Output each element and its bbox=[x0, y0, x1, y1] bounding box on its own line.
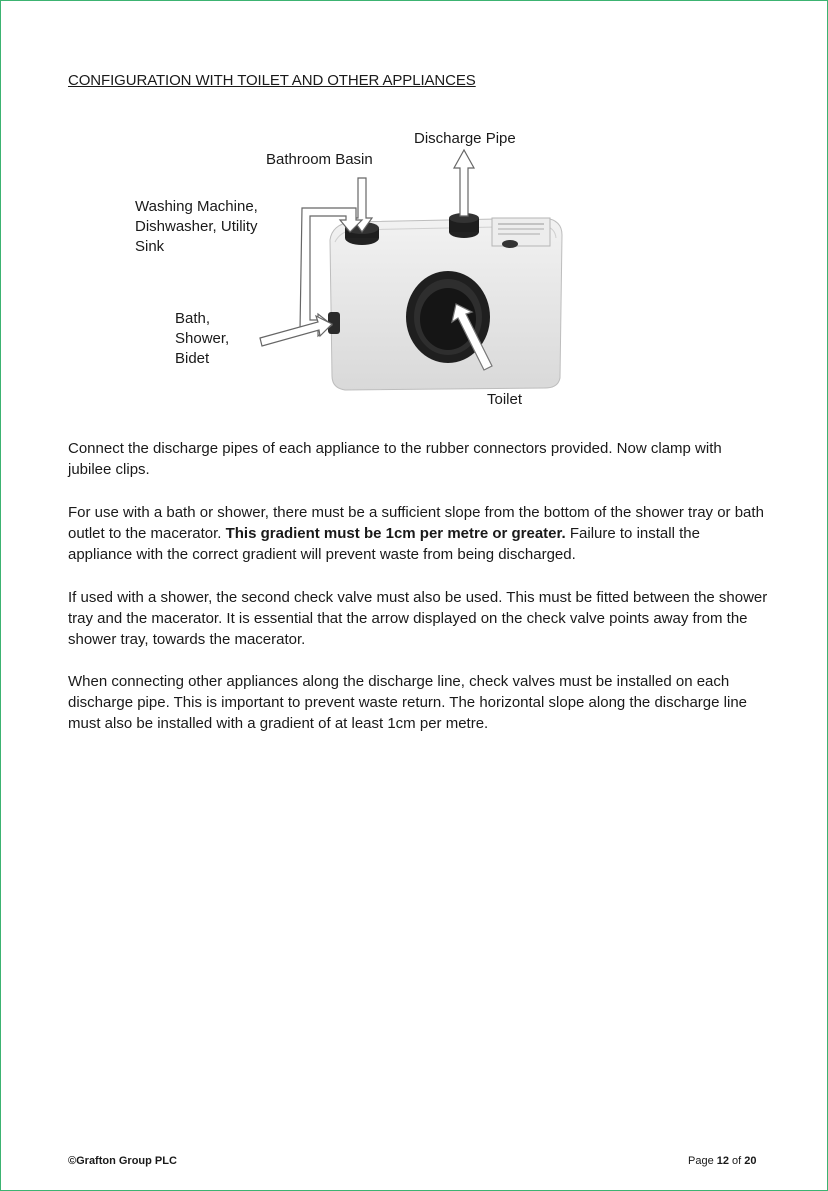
page-total: 20 bbox=[744, 1155, 757, 1167]
washing-machine-label: Washing Machine, Dishwasher, Utility Sink bbox=[135, 198, 258, 255]
bath-shower-bidet-label: Bath, Shower, Bidet bbox=[175, 310, 230, 367]
bathroom-basin-label: Bathroom Basin bbox=[266, 151, 373, 168]
paragraph-gradient-text-a: For use with a bath or shower, there must be a sufficient slope from the bottom of the shower tray or bath outlet to the macerator. bbox=[68, 504, 764, 542]
page-of: of bbox=[729, 1155, 745, 1167]
footer-page-number bbox=[688, 1155, 757, 1167]
paragraph-connect: Connect the discharge pipes of each appliance to the rubber connectors provided. Now clamp with jubilee clips. bbox=[68, 440, 722, 478]
paragraph-shower: If used with a shower, the second check valve must also be used. This must be fitted between the shower tray and the macerator. It is essential that the arrow displayed on the check valve points away from the shower tray, towards the macerator. bbox=[68, 589, 768, 648]
page-current: 12 bbox=[716, 1155, 729, 1167]
discharge-pipe-label: Discharge Pipe bbox=[414, 130, 516, 147]
macerator-illustration bbox=[0, 120, 828, 420]
macerator-unit bbox=[328, 213, 562, 390]
toilet-label: Toilet bbox=[487, 391, 523, 408]
macerator-figure bbox=[0, 120, 828, 420]
gradient-requirement: This gradient must be 1cm per metre or greater. bbox=[225, 525, 566, 542]
page-heading: CONFIGURATION WITH TOILET AND OTHER APPLIANCES bbox=[68, 72, 476, 89]
paragraph-gradient-text-b: Failure to install the appliance with the correct gradient will prevent waste from being discharged. bbox=[68, 525, 700, 563]
paragraph-gradient bbox=[68, 502, 768, 565]
page-label: Page bbox=[688, 1155, 717, 1167]
footer-copyright: ©Grafton Group PLC bbox=[68, 1155, 177, 1167]
paragraph-other-appliances: When connecting other appliances along the discharge line, check valves must be installed on each discharge pipe. This is important to prevent waste return. The horizontal slope along the discharge line must also be installed with a gradient of at least 1cm per metre. bbox=[68, 673, 747, 732]
discharge-arrow bbox=[454, 150, 474, 216]
bath-arrow bbox=[260, 316, 332, 346]
